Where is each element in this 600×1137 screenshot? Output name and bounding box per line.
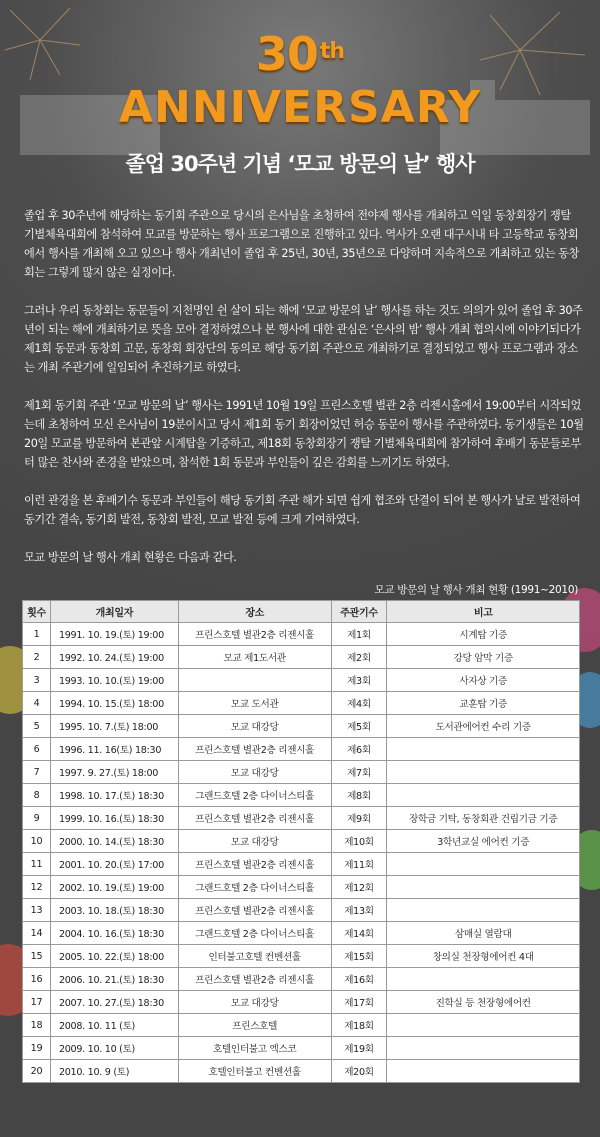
- cell-count: 3: [23, 669, 51, 692]
- table-row: [23, 922, 580, 945]
- cell-host-class: 제18회: [331, 1014, 387, 1037]
- cell-date: 2000. 10. 14.(토) 18:30: [50, 830, 178, 853]
- cell-host-class: 제15회: [331, 945, 387, 968]
- cell-host-class: 제4회: [331, 692, 387, 715]
- cell-host-class: 제8회: [331, 784, 387, 807]
- cell-count: 13: [23, 899, 51, 922]
- cell-date: 2004. 10. 16.(토) 18:30: [50, 922, 178, 945]
- cell-remarks: 창의실 천장형에어컨 4대: [387, 945, 580, 968]
- cell-venue: 프린스호텔 별관2층 리젠시홀: [178, 623, 331, 646]
- cell-remarks: 사자상 기증: [387, 669, 580, 692]
- cell-date: 2008. 10. 11 (토): [50, 1014, 178, 1037]
- cell-count: 6: [23, 738, 51, 761]
- header-count: 횟수: [23, 601, 51, 623]
- cell-host-class: 제9회: [331, 807, 387, 830]
- article-body: [24, 206, 584, 586]
- cell-count: 15: [23, 945, 51, 968]
- cell-count: 5: [23, 715, 51, 738]
- cell-date: 1992. 10. 24.(토) 19:00: [50, 646, 178, 669]
- table-row: [23, 784, 580, 807]
- cell-remarks: [387, 738, 580, 761]
- table-row: [23, 968, 580, 991]
- cell-date: 1993. 10. 10.(토) 19:00: [50, 669, 178, 692]
- cell-remarks: 진학실 등 천장형에어컨: [387, 991, 580, 1014]
- cell-host-class: 제6회: [331, 738, 387, 761]
- cell-host-class: 제16회: [331, 968, 387, 991]
- cell-date: 2005. 10. 22.(토) 18:00: [50, 945, 178, 968]
- ordinal-suffix: th: [319, 39, 345, 64]
- cell-date: 2003. 10. 18.(토) 18:30: [50, 899, 178, 922]
- cell-venue: 모교 도서관: [178, 692, 331, 715]
- cell-host-class: 제7회: [331, 761, 387, 784]
- cell-date: 2001. 10. 20.(토) 17:00: [50, 853, 178, 876]
- table-row: [23, 623, 580, 646]
- cell-remarks: 3학년교실 에어컨 기증: [387, 830, 580, 853]
- cell-remarks: [387, 968, 580, 991]
- cell-venue: 그랜드호텔 2층 다이너스티홀: [178, 922, 331, 945]
- cell-host-class: 제11회: [331, 853, 387, 876]
- table-caption: 모교 방문의 날 행사 개최 현황 (1991~2010): [374, 584, 578, 596]
- table-row: [23, 715, 580, 738]
- cell-remarks: [387, 853, 580, 876]
- cell-venue: 모교 대강당: [178, 761, 331, 784]
- page-subtitle: 졸업 30주년 기념 ‘모교 방문의 날’ 행사: [125, 152, 475, 176]
- cell-venue: 프린스호텔 별관2층 리젠시홀: [178, 807, 331, 830]
- table-row: [23, 1014, 580, 1037]
- cell-remarks: [387, 899, 580, 922]
- cell-host-class: 제5회: [331, 715, 387, 738]
- table-row: [23, 899, 580, 922]
- table-row: [23, 991, 580, 1014]
- cell-date: 1997. 9. 27.(토) 18:00: [50, 761, 178, 784]
- table-body: [23, 623, 580, 1083]
- header-remarks: 비고: [387, 601, 580, 623]
- cell-host-class: 제12회: [331, 876, 387, 899]
- cell-count: 14: [23, 922, 51, 945]
- cell-date: 2009. 10. 10 (토): [50, 1037, 178, 1060]
- cell-host-class: 제2회: [331, 646, 387, 669]
- cell-count: 4: [23, 692, 51, 715]
- cell-host-class: 제20회: [331, 1060, 387, 1083]
- cell-venue: 모교 제1도서관: [178, 646, 331, 669]
- cell-remarks: [387, 761, 580, 784]
- cell-count: 19: [23, 1037, 51, 1060]
- cell-count: 11: [23, 853, 51, 876]
- cell-venue: 프린스호텔 별관2층 리젠시홀: [178, 738, 331, 761]
- table-row: [23, 692, 580, 715]
- cell-date: 1994. 10. 15.(토) 18:00: [50, 692, 178, 715]
- anniversary-number: [0, 26, 600, 80]
- cell-host-class: 제3회: [331, 669, 387, 692]
- paragraph-5: 모교 방문의 날 행사 개최 현황은 다음과 같다.: [24, 551, 237, 564]
- cell-venue: 프린스호텔: [178, 1014, 331, 1037]
- paragraph-3: 제1회 동기회 주관 ‘모교 방문의 날’ 행사는 1991년 10월 19일 프린스호텔 별관 2층 리젠시홀에서 19:00부터 시작되었는데 초청하여 모신 은사님이 19분이시고 당시 제1회 동기 회장이었던 허승 동문이 행사를 주관하였다. 동기생들은 10월 20일 모교를 방문하여 본관앞 시계탑을 기증하고, 제18회 동창회장기 쟁탈 기별체육대회에 참가하여 후배기 동문들로부터 많은 찬사와 존경을 받았으며, 참석한 1회 동문과 부인들이 깊은 감회를 느끼기도 하였다.: [24, 399, 584, 469]
- cell-remarks: [387, 1037, 580, 1060]
- table-row: [23, 945, 580, 968]
- cell-count: 16: [23, 968, 51, 991]
- table-header-row: [23, 601, 580, 623]
- anniversary-number-text: 30: [255, 27, 318, 81]
- cell-venue: 인터불고호텔 컨벤션홀: [178, 945, 331, 968]
- cell-count: 1: [23, 623, 51, 646]
- cell-venue: 프린스호텔 별관2층 리젠시홀: [178, 853, 331, 876]
- cell-venue: 모교 대강당: [178, 991, 331, 1014]
- cell-remarks: 시계탑 기증: [387, 623, 580, 646]
- cell-date: 2010. 10. 9 (토): [50, 1060, 178, 1083]
- cell-host-class: 제13회: [331, 899, 387, 922]
- cell-remarks: 교훈탑 기증: [387, 692, 580, 715]
- table-row: [23, 1037, 580, 1060]
- paragraph-2: 그러나 우리 동창회는 동문들이 지천명인 쉰 살이 되는 해에 ‘모교 방문의 날’ 행사를 하는 것도 의의가 있어 졸업 후 30주년이 되는 해에 개최하기로 뜻을 모아 결정하였으나 본 행사에 대한 관심은 ‘은사의 밤’ 행사 개최 협의시에 이야기되다가 제1회 동문과 동창회 고문, 동창회 회장단의 동의로 해당 동기회 주관으로 개최하기로 결정되었고 행사 프로그램과 장소는 개최 주관기에 일임되어 추진하기로 하였다.: [24, 304, 583, 374]
- cell-date: 1999. 10. 16.(토) 18:30: [50, 807, 178, 830]
- cell-venue: [178, 669, 331, 692]
- cell-remarks: 장학금 기탁, 동창회관 건립기금 기증: [387, 807, 580, 830]
- cell-remarks: [387, 1060, 580, 1083]
- cell-venue: 모교 대강당: [178, 830, 331, 853]
- cell-venue: 모교 대강당: [178, 715, 331, 738]
- anniversary-header: [0, 0, 600, 200]
- cell-host-class: 제17회: [331, 991, 387, 1014]
- cell-remarks: [387, 1014, 580, 1037]
- cell-count: 2: [23, 646, 51, 669]
- cell-date: 1998. 10. 17.(토) 18:30: [50, 784, 178, 807]
- paragraph-1: 졸업 후 30주년에 해당하는 동기회 주관으로 당시의 은사님을 초청하여 전야제 행사를 개최하고 익일 동창회장기 쟁탈 기별체육대회에 참석하여 모교를 방문하는 행사 프로그램으로 진행하고 있다. 역사가 오랜 대구시내 타 고등학교 동창회에서 행사를 개최해 오고 있으나 행사 개최년이 졸업 후 25년, 30년, 35년으로 다양하며 지속적으로 개최하고 있는 동창회는 그렇게 많지 않은 실정이다.: [24, 209, 580, 279]
- cell-count: 18: [23, 1014, 51, 1037]
- table-row: [23, 761, 580, 784]
- cell-venue: 그랜드호텔 2층 다이너스티홀: [178, 876, 331, 899]
- cell-date: 1996. 11. 16(토) 18:30: [50, 738, 178, 761]
- cell-remarks: [387, 876, 580, 899]
- cell-host-class: 제10회: [331, 830, 387, 853]
- cell-host-class: 제14회: [331, 922, 387, 945]
- cell-remarks: 삼매실 열람대: [387, 922, 580, 945]
- header-date: 개최일자: [50, 601, 178, 623]
- cell-venue: 그랜드호텔 2층 다이너스티홀: [178, 784, 331, 807]
- cell-count: 10: [23, 830, 51, 853]
- cell-date: 1995. 10. 7.(토) 18:00: [50, 715, 178, 738]
- cell-date: 2002. 10. 19.(토) 19:00: [50, 876, 178, 899]
- cell-venue: 호텔인터불고 엑스코: [178, 1037, 331, 1060]
- table-row: [23, 669, 580, 692]
- cell-count: 20: [23, 1060, 51, 1083]
- cell-date: 2006. 10. 21.(토) 18:30: [50, 968, 178, 991]
- table-row: [23, 830, 580, 853]
- cell-remarks: [387, 784, 580, 807]
- cell-count: 9: [23, 807, 51, 830]
- cell-count: 7: [23, 761, 51, 784]
- paragraph-4: 이런 관경을 본 후배기수 동문과 부인들이 해당 동기회 주관 해가 되면 쉽게 협조와 단결이 되어 본 행사가 날로 발전하여 동기간 결속, 동기회 발전, 동창회 발전, 모교 발전 등에 크게 기여하였다.: [24, 494, 581, 526]
- table-row: [23, 738, 580, 761]
- cell-venue: 프린스호텔 별관2층 리젠시홀: [178, 968, 331, 991]
- table-row: [23, 853, 580, 876]
- cell-count: 12: [23, 876, 51, 899]
- cell-count: 17: [23, 991, 51, 1014]
- header-venue: 장소: [178, 601, 331, 623]
- cell-host-class: 제19회: [331, 1037, 387, 1060]
- table-row: [23, 807, 580, 830]
- header-host-class: 주관기수: [331, 601, 387, 623]
- cell-host-class: 제1회: [331, 623, 387, 646]
- events-table: [22, 600, 580, 1083]
- cell-remarks: 도서관에어컨 수리 기증: [387, 715, 580, 738]
- table-row: [23, 646, 580, 669]
- cell-venue: 프린스호텔 별관2층 리젠시홀: [178, 899, 331, 922]
- cell-venue: 호텔인터불고 컨벤션홀: [178, 1060, 331, 1083]
- cell-date: 1991. 10. 19.(토) 19:00: [50, 623, 178, 646]
- table-row: [23, 1060, 580, 1083]
- anniversary-title: ANNIVERSARY: [118, 82, 482, 133]
- table-row: [23, 876, 580, 899]
- cell-remarks: 강당 암막 기증: [387, 646, 580, 669]
- cell-date: 2007. 10. 27.(토) 18:30: [50, 991, 178, 1014]
- cell-count: 8: [23, 784, 51, 807]
